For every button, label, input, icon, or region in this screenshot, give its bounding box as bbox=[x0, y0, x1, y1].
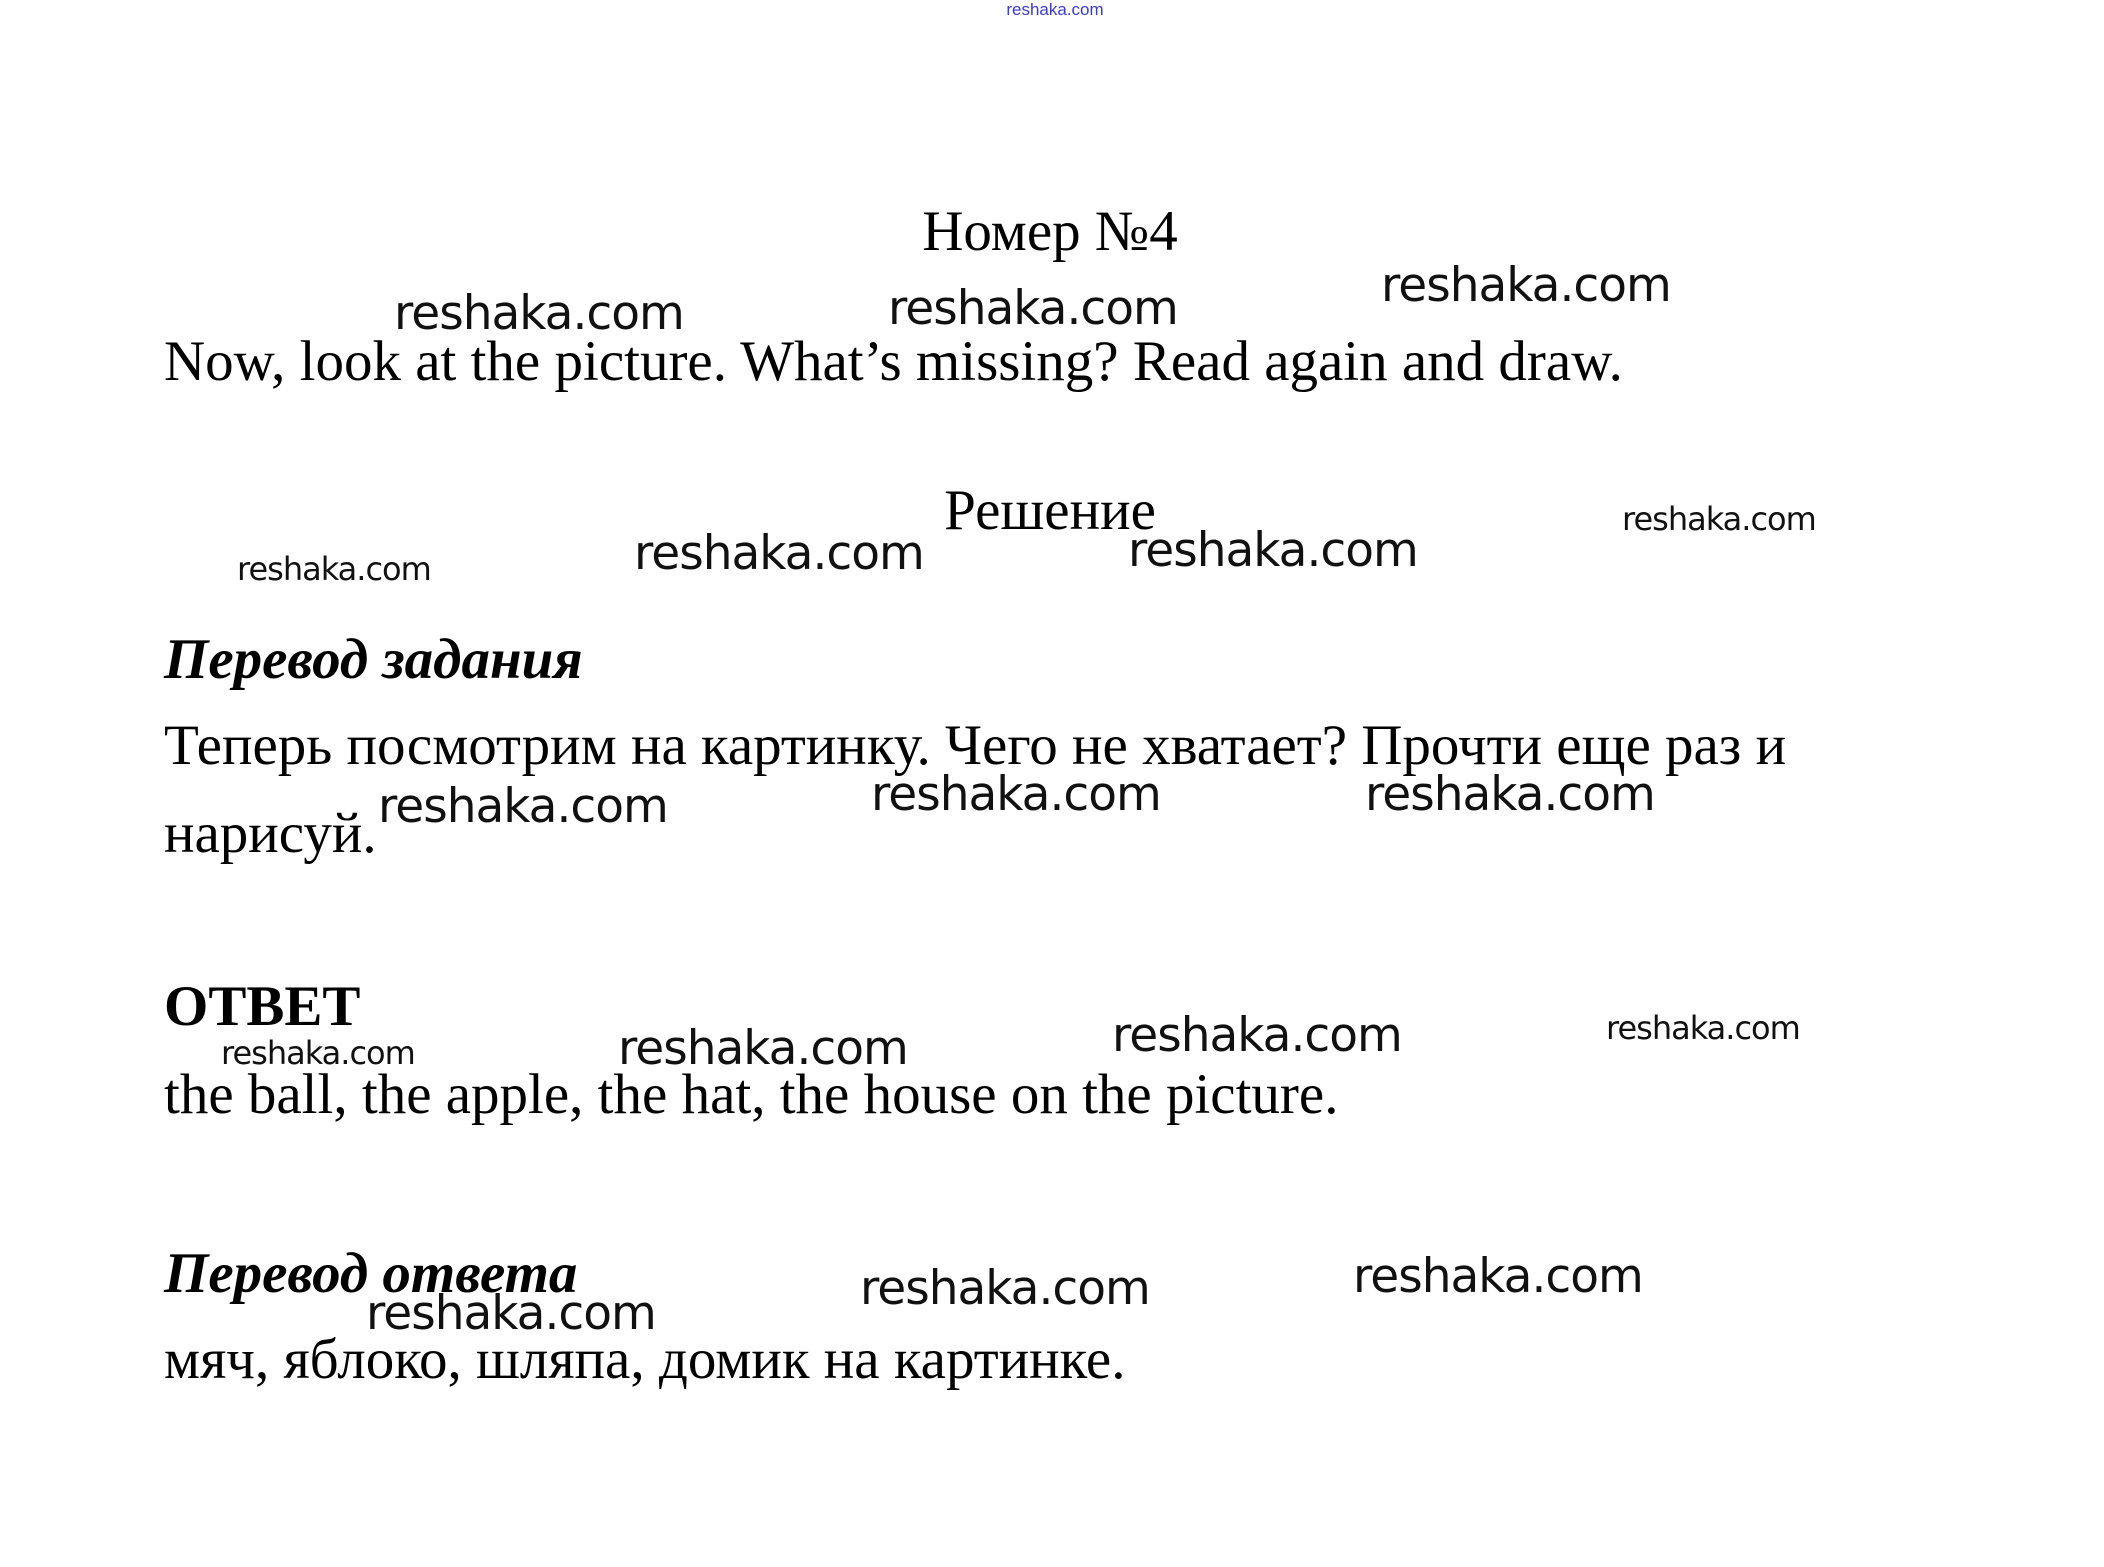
watermark: reshaka.com bbox=[1606, 1009, 1800, 1047]
watermark: reshaka.com bbox=[618, 1021, 908, 1076]
watermark: reshaka.com bbox=[888, 281, 1178, 336]
watermark: reshaka.com bbox=[366, 1286, 656, 1341]
watermark: reshaka.com bbox=[634, 526, 924, 581]
watermark: reshaka.com bbox=[1365, 767, 1655, 822]
answer-translation-heading: Перевод ответа bbox=[164, 1242, 578, 1305]
solution-label: Решение bbox=[944, 479, 1156, 542]
watermark: reshaka.com bbox=[394, 286, 684, 341]
page-title: Номер №4 bbox=[922, 200, 1178, 263]
watermark: reshaka.com bbox=[1112, 1008, 1402, 1063]
watermark: reshaka.com bbox=[1381, 258, 1671, 313]
watermark: reshaka.com bbox=[1622, 500, 1816, 538]
site-link-header[interactable]: reshaka.com bbox=[1006, 0, 1104, 19]
task-text: Now, look at the picture. What’s missing? Read again and draw. bbox=[164, 330, 1623, 393]
answer-translation-text: мяч, яблоко, шляпа, домик на картинке. bbox=[164, 1328, 1126, 1391]
watermark: reshaka.com bbox=[871, 767, 1161, 822]
watermark: reshaka.com bbox=[1128, 523, 1418, 578]
translation-text-line2: нарисуй. bbox=[164, 802, 377, 865]
watermark: reshaka.com bbox=[221, 1034, 415, 1072]
answer-text: the ball, the apple, the hat, the house on the picture. bbox=[164, 1063, 1339, 1126]
watermark: reshaka.com bbox=[378, 779, 668, 834]
watermark: reshaka.com bbox=[237, 550, 431, 588]
translation-text-line1: Теперь посмотрим на картинку. Чего не хватает? Прочти еще раз и bbox=[164, 714, 1787, 777]
watermark: reshaka.com bbox=[1353, 1249, 1643, 1304]
answer-heading: ОТВЕТ bbox=[164, 975, 361, 1038]
watermark: reshaka.com bbox=[860, 1261, 1150, 1316]
translation-heading: Перевод задания bbox=[164, 628, 583, 691]
